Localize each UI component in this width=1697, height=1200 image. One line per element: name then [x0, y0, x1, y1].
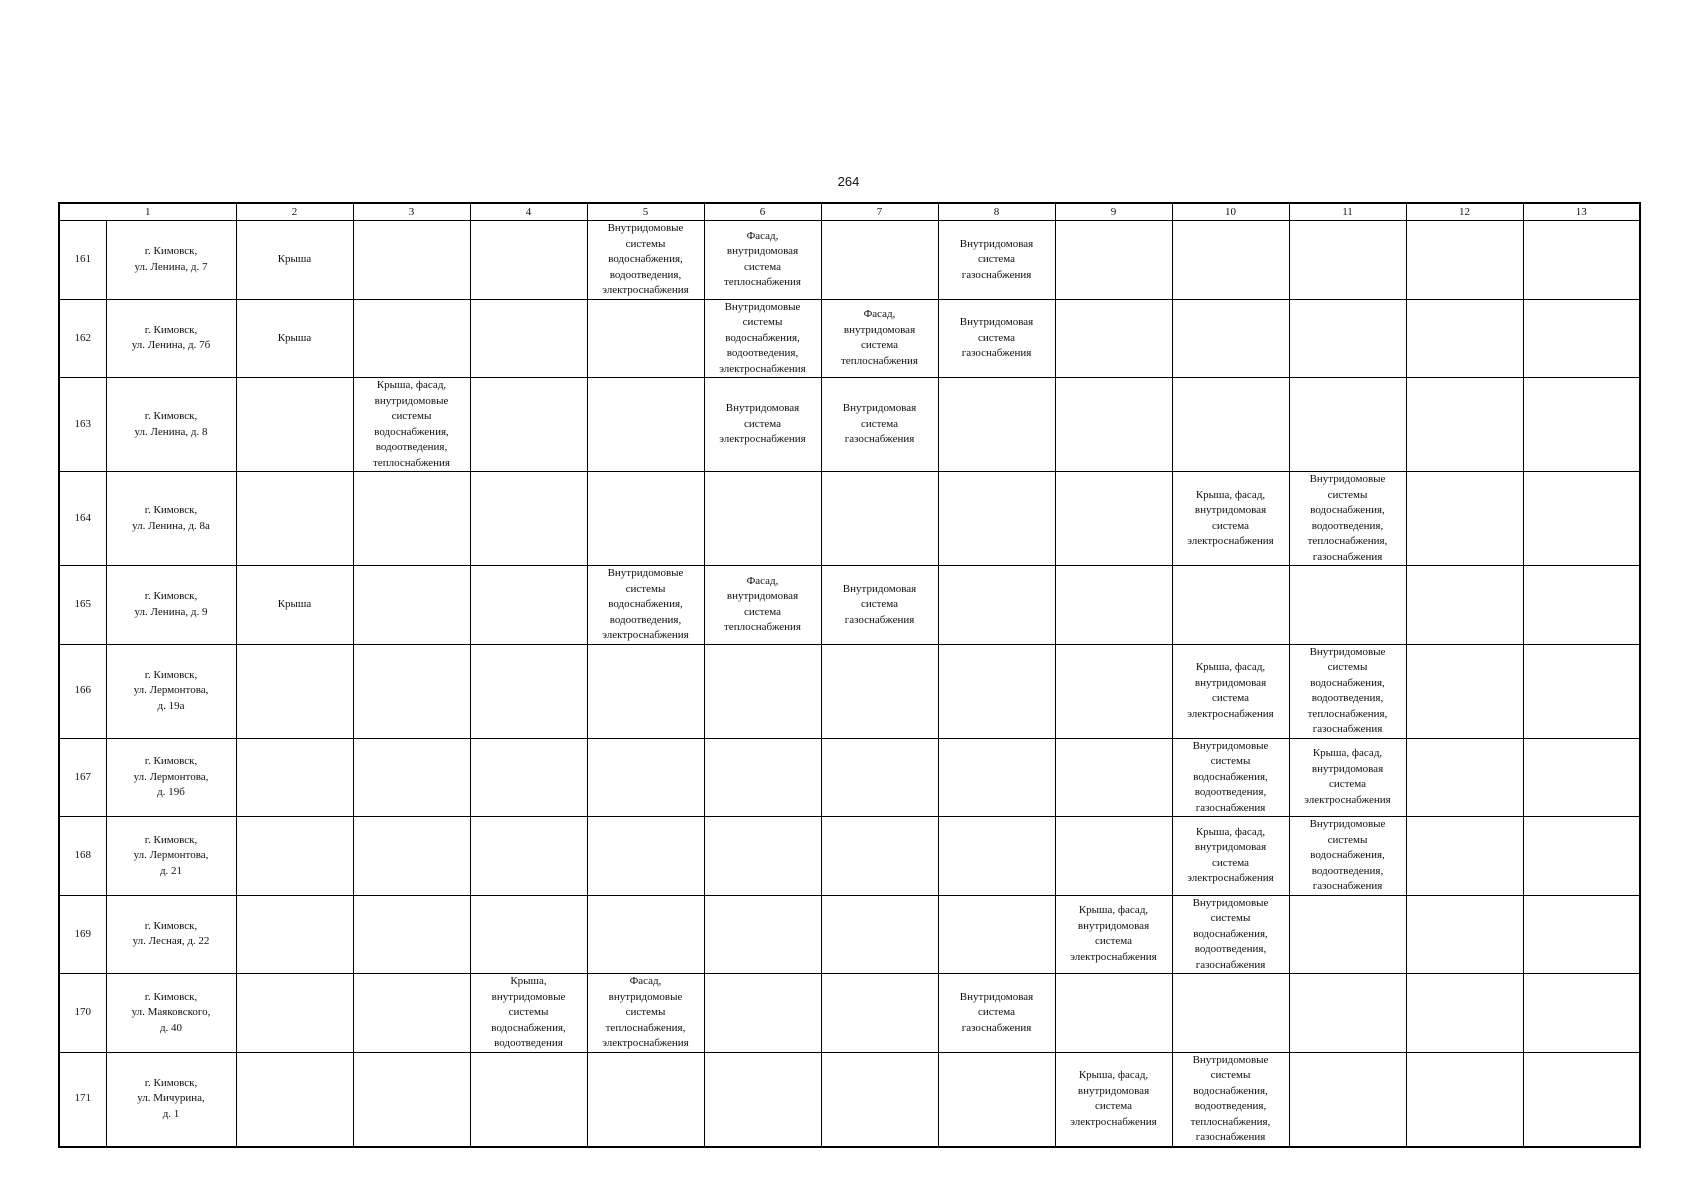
work-cell	[1406, 817, 1523, 896]
row-number: 162	[59, 299, 106, 378]
address-cell: г. Кимовск, ул. Ленина, д. 7	[106, 221, 236, 300]
work-cell	[470, 895, 587, 974]
work-cell	[353, 566, 470, 645]
work-cell	[1289, 221, 1406, 300]
work-cell	[938, 817, 1055, 896]
work-cell	[353, 644, 470, 738]
work-cell: Фасад, внутридомовая система теплоснабжения	[821, 299, 938, 378]
work-cell: Внутридомовые системы водоснабжения, водоотведения, электроснабжения	[587, 221, 704, 300]
row-number: 161	[59, 221, 106, 300]
column-header: 7	[821, 203, 938, 221]
work-cell	[704, 817, 821, 896]
row-number: 166	[59, 644, 106, 738]
work-cell	[1055, 644, 1172, 738]
page-number: 264	[837, 174, 860, 189]
work-cell	[470, 378, 587, 472]
row-number: 169	[59, 895, 106, 974]
work-cell	[587, 1052, 704, 1147]
work-cell	[470, 472, 587, 566]
work-cell	[353, 221, 470, 300]
work-cell: Внутридомовые системы водоснабжения, водоотведения, газоснабжения	[1172, 895, 1289, 974]
work-cell: Крыша	[236, 566, 353, 645]
work-cell	[1523, 817, 1640, 896]
work-cell	[821, 974, 938, 1053]
work-cell	[1523, 895, 1640, 974]
row-number: 164	[59, 472, 106, 566]
header-row	[59, 203, 1640, 221]
work-cell	[1289, 566, 1406, 645]
table-row	[59, 644, 1640, 738]
work-cell: Внутридомовые системы водоснабжения, водоотведения, газоснабжения	[1172, 738, 1289, 817]
work-cell	[1523, 974, 1640, 1053]
work-cell: Крыша, фасад, внутридомовая система электроснабжения	[1289, 738, 1406, 817]
work-cell: Внутридомовые системы водоснабжения, водоотведения, теплоснабжения, газоснабжения	[1172, 1052, 1289, 1147]
work-cell	[1523, 472, 1640, 566]
work-cell	[704, 895, 821, 974]
work-cell	[1172, 299, 1289, 378]
work-cell	[470, 299, 587, 378]
work-cell	[353, 299, 470, 378]
work-cell	[938, 895, 1055, 974]
column-header: 12	[1406, 203, 1523, 221]
work-cell	[704, 1052, 821, 1147]
row-number: 170	[59, 974, 106, 1053]
work-cell: Фасад, внутридомовая система теплоснабжения	[704, 221, 821, 300]
work-cell	[1055, 566, 1172, 645]
work-cell	[1055, 378, 1172, 472]
work-cell: Внутридомовые системы водоснабжения, водоотведения, электроснабжения	[704, 299, 821, 378]
column-header: 4	[470, 203, 587, 221]
work-cell	[1523, 378, 1640, 472]
table-row	[59, 895, 1640, 974]
work-cell	[353, 738, 470, 817]
work-cell	[1406, 1052, 1523, 1147]
address-cell: г. Кимовск, ул. Ленина, д. 9	[106, 566, 236, 645]
work-cell: Крыша, фасад, внутридомовая система электроснабжения	[1055, 1052, 1172, 1147]
address-cell: г. Кимовск, ул. Лермонтова, д. 19б	[106, 738, 236, 817]
work-cell	[236, 378, 353, 472]
work-cell	[353, 974, 470, 1053]
work-cell	[1406, 221, 1523, 300]
work-cell	[938, 738, 1055, 817]
address-cell: г. Кимовск, ул. Ленина, д. 8а	[106, 472, 236, 566]
table-row	[59, 1052, 1640, 1147]
work-cell	[587, 472, 704, 566]
column-header: 13	[1523, 203, 1640, 221]
work-cell	[1523, 299, 1640, 378]
column-header: 6	[704, 203, 821, 221]
work-cell	[1055, 472, 1172, 566]
work-cell: Внутридомовые системы водоснабжения, водоотведения, теплоснабжения, газоснабжения	[1289, 472, 1406, 566]
work-cell: Внутридомовые системы водоснабжения, водоотведения, газоснабжения	[1289, 817, 1406, 896]
work-cell	[1523, 1052, 1640, 1147]
repair-schedule-table	[58, 202, 1641, 1148]
work-cell: Внутридомовые системы водоснабжения, водоотведения, электроснабжения	[587, 566, 704, 645]
work-cell	[821, 895, 938, 974]
work-cell: Внутридомовая система газоснабжения	[821, 378, 938, 472]
column-header: 11	[1289, 203, 1406, 221]
column-header: 10	[1172, 203, 1289, 221]
address-cell: г. Кимовск, ул. Лермонтова, д. 19а	[106, 644, 236, 738]
work-cell: Внутридомовая система газоснабжения	[938, 974, 1055, 1053]
work-cell	[587, 738, 704, 817]
work-cell	[1172, 221, 1289, 300]
address-cell: г. Кимовск, ул. Ленина, д. 8	[106, 378, 236, 472]
column-header: 9	[1055, 203, 1172, 221]
row-number: 165	[59, 566, 106, 645]
work-cell	[1406, 738, 1523, 817]
work-cell	[587, 378, 704, 472]
row-number: 168	[59, 817, 106, 896]
work-cell	[1172, 566, 1289, 645]
address-cell: г. Кимовск, ул. Лермонтова, д. 21	[106, 817, 236, 896]
table-row	[59, 378, 1640, 472]
table-row	[59, 974, 1640, 1053]
work-cell	[587, 895, 704, 974]
work-cell	[587, 299, 704, 378]
work-cell	[236, 817, 353, 896]
table-row	[59, 738, 1640, 817]
work-cell	[1172, 378, 1289, 472]
work-cell: Крыша, фасад, внутридомовые системы водоснабжения, водоотведения, теплоснабжения	[353, 378, 470, 472]
work-cell	[938, 378, 1055, 472]
column-header: 5	[587, 203, 704, 221]
work-cell	[353, 895, 470, 974]
work-cell: Крыша, фасад, внутридомовая система электроснабжения	[1172, 817, 1289, 896]
work-cell: Внутридомовая система газоснабжения	[938, 221, 1055, 300]
work-cell: Внутридомовые системы водоснабжения, водоотведения, теплоснабжения, газоснабжения	[1289, 644, 1406, 738]
row-number: 167	[59, 738, 106, 817]
work-cell	[587, 644, 704, 738]
work-cell	[1406, 378, 1523, 472]
work-cell	[470, 221, 587, 300]
work-cell	[1055, 738, 1172, 817]
work-cell	[236, 974, 353, 1053]
work-cell	[821, 1052, 938, 1147]
row-number: 171	[59, 1052, 106, 1147]
table-row	[59, 472, 1640, 566]
work-cell: Крыша, внутридомовые системы водоснабжения, водоотведения	[470, 974, 587, 1053]
column-header: 8	[938, 203, 1055, 221]
work-cell	[1406, 644, 1523, 738]
work-cell	[1406, 299, 1523, 378]
table-row	[59, 817, 1640, 896]
work-cell	[1289, 974, 1406, 1053]
address-cell: г. Кимовск, ул. Ленина, д. 7б	[106, 299, 236, 378]
work-cell	[1406, 974, 1523, 1053]
work-cell	[236, 644, 353, 738]
work-cell	[470, 644, 587, 738]
work-cell: Крыша	[236, 221, 353, 300]
work-cell	[704, 644, 821, 738]
work-cell	[938, 566, 1055, 645]
table-row	[59, 566, 1640, 645]
work-cell	[704, 472, 821, 566]
work-cell	[1406, 566, 1523, 645]
table-row	[59, 221, 1640, 300]
work-cell	[938, 472, 1055, 566]
address-cell: г. Кимовск, ул. Мичурина, д. 1	[106, 1052, 236, 1147]
work-cell	[704, 974, 821, 1053]
work-cell: Фасад, внутридомовая система теплоснабжения	[704, 566, 821, 645]
work-cell	[1523, 644, 1640, 738]
row-number: 163	[59, 378, 106, 472]
work-cell	[1406, 472, 1523, 566]
work-cell	[821, 221, 938, 300]
work-cell	[1055, 221, 1172, 300]
work-cell	[353, 472, 470, 566]
work-cell	[938, 1052, 1055, 1147]
work-cell	[1289, 299, 1406, 378]
column-header: 3	[353, 203, 470, 221]
work-cell	[1055, 817, 1172, 896]
work-cell: Крыша, фасад, внутридомовая система электроснабжения	[1055, 895, 1172, 974]
work-cell	[1406, 895, 1523, 974]
column-header: 2	[236, 203, 353, 221]
work-cell	[821, 738, 938, 817]
work-cell	[470, 817, 587, 896]
work-cell	[236, 472, 353, 566]
work-cell: Внутридомовая система газоснабжения	[938, 299, 1055, 378]
work-cell	[1172, 974, 1289, 1053]
work-cell	[1523, 221, 1640, 300]
work-cell	[1289, 895, 1406, 974]
work-cell: Фасад, внутридомовые системы теплоснабжения, электроснабжения	[587, 974, 704, 1053]
work-cell	[1055, 299, 1172, 378]
work-cell	[938, 644, 1055, 738]
work-cell	[1289, 378, 1406, 472]
address-cell: г. Кимовск, ул. Маяковского, д. 40	[106, 974, 236, 1053]
work-cell	[236, 738, 353, 817]
work-cell	[470, 1052, 587, 1147]
work-cell	[821, 472, 938, 566]
work-cell	[821, 817, 938, 896]
address-cell: г. Кимовск, ул. Лесная, д. 22	[106, 895, 236, 974]
work-cell	[470, 566, 587, 645]
table-row	[59, 299, 1640, 378]
work-cell	[1523, 566, 1640, 645]
work-cell: Внутридомовая система электроснабжения	[704, 378, 821, 472]
column-header: 1	[59, 203, 236, 221]
work-cell	[1523, 738, 1640, 817]
work-cell	[470, 738, 587, 817]
work-cell	[704, 738, 821, 817]
work-cell	[1055, 974, 1172, 1053]
work-cell	[236, 895, 353, 974]
work-cell	[587, 817, 704, 896]
work-cell	[353, 817, 470, 896]
work-cell	[1289, 1052, 1406, 1147]
work-cell	[821, 644, 938, 738]
work-cell: Крыша	[236, 299, 353, 378]
work-cell: Крыша, фасад, внутридомовая система электроснабжения	[1172, 644, 1289, 738]
work-cell	[236, 1052, 353, 1147]
work-cell: Крыша, фасад, внутридомовая система электроснабжения	[1172, 472, 1289, 566]
work-cell: Внутридомовая система газоснабжения	[821, 566, 938, 645]
work-cell	[353, 1052, 470, 1147]
